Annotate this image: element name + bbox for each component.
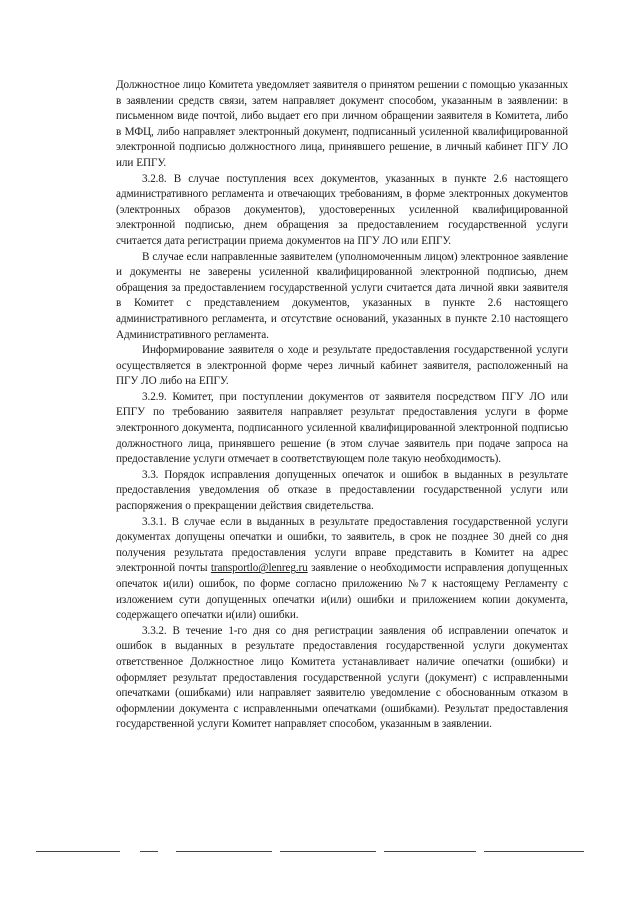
paragraph-3-3-2: 3.3.2. В течение 1-го дня со дня регистрации заявления об исправлении опечаток и ошибок в выданных в результате предоставления государственной услуги документах ответственное Должностное лицо Комитета устанавливает наличие опечатки (ошибки) и оформляет результат предоставления государственной услуги (документ) с исправленными опечатками (ошибками) или направляет заявителю уведомление с обоснованным отказом в оформлении документа с исправленными опечатками (ошибками). Результат предоставления государственной услуги Комитет направляет способом, указанным в заявлении. [116,624,568,731]
footer-divider [176,851,272,852]
paragraph-3-3-1 [116,515,568,624]
footer-divider [280,851,376,852]
document-page [116,78,568,733]
footer-divider [384,851,476,852]
paragraph-3-2-9: 3.2.9. Комитет, при поступлении документов от заявителя посредством ПГУ ЛО или ЕПГУ по требованию заявителя направляет результат предоставления услуги в форме электронного документа, подписанного усиленной квалифицированной электронной подписью должностного лица, принявшего решение (в этом случае заявитель при подаче запроса на предоставление услуги отмечает в соответствующем поле такую необходимость). [116,390,568,466]
paragraph-3-3-1-text-end: заявление о необходимости исправления допущенных опечаток и(или) ошибок, по форме согласно приложению №7 к настоящему Регламенту с изложением сути допущенных опечатки и(или) ошибки и приложением копии документа, содержащего опечатки и(или) ошибки. [116,562,568,622]
paragraph-3-3: 3.3. Порядок исправления допущенных опечаток и ошибок в выданных в результате предоставления уведомления об отказе в предоставлении государственной услуги или распоряжения о прекращении действия свидетельства. [116,468,568,513]
paragraph-informing: Информирование заявителя о ходе и результате предоставления государственной услуги осуществляется в электронной форме через личный кабинет заявителя, расположенный на ПГУ ЛО либо на ЕПГУ. [116,344,568,388]
paragraph-3-3-1-text-start: 3.3.1. В случае если в выданных в результате предоставления государственной услуги документах допущены опечатки и ошибки, то заявитель, в срок не позднее 30 дней со дня получения результата предоставления услуги вправе представить в Комитет на адрес электронной почты [116,515,568,575]
email-link[interactable]: transportlo@lenreg.ru [210,562,308,575]
paragraph-notification: Должностное лицо Комитета уведомляет заявителя о принятом решении с помощью указанных в заявлении средств связи, затем направляет документ способом, указанным в заявлении: в письменном виде почтой, либо выдает его при личном обращении заявителя в Комитета, либо в МФЦ, либо направляет электронный документ, подписанный усиленной квалифицированной электронной подписью должностного лица, принявшего решение, в личный кабинет ПГУ ЛО или ЕПГУ. [116,79,568,169]
paragraph-unsigned-documents: В случае если направленные заявителем (уполномоченным лицом) электронное заявление и документы не заверены усиленной квалифицированной электронной подписью, днем обращения за предоставлением государственной услуги считается дата личной явки заявителя в Комитет с представлением документов, указанных в пункте 2.6 настоящего административного регламента, и отсутствие оснований, указанных в пункте 2.10 настоящего Административного регламента. [116,250,568,341]
footer-divider [36,851,120,852]
footer-divider [140,851,158,852]
footer-divider [484,851,584,852]
paragraph-3-2-8: 3.2.8. В случае поступления всех документов, указанных в пункте 2.6 настоящего административного регламента и отвечающих требованиям, в форме электронных документов (электронных образов документов), удостоверенных усиленной квалифицированной электронной подписью, днем обращения за предоставлением государственной услуги считается дата регистрации приема документов на ПГУ ЛО или ЕПГУ. [116,172,568,247]
